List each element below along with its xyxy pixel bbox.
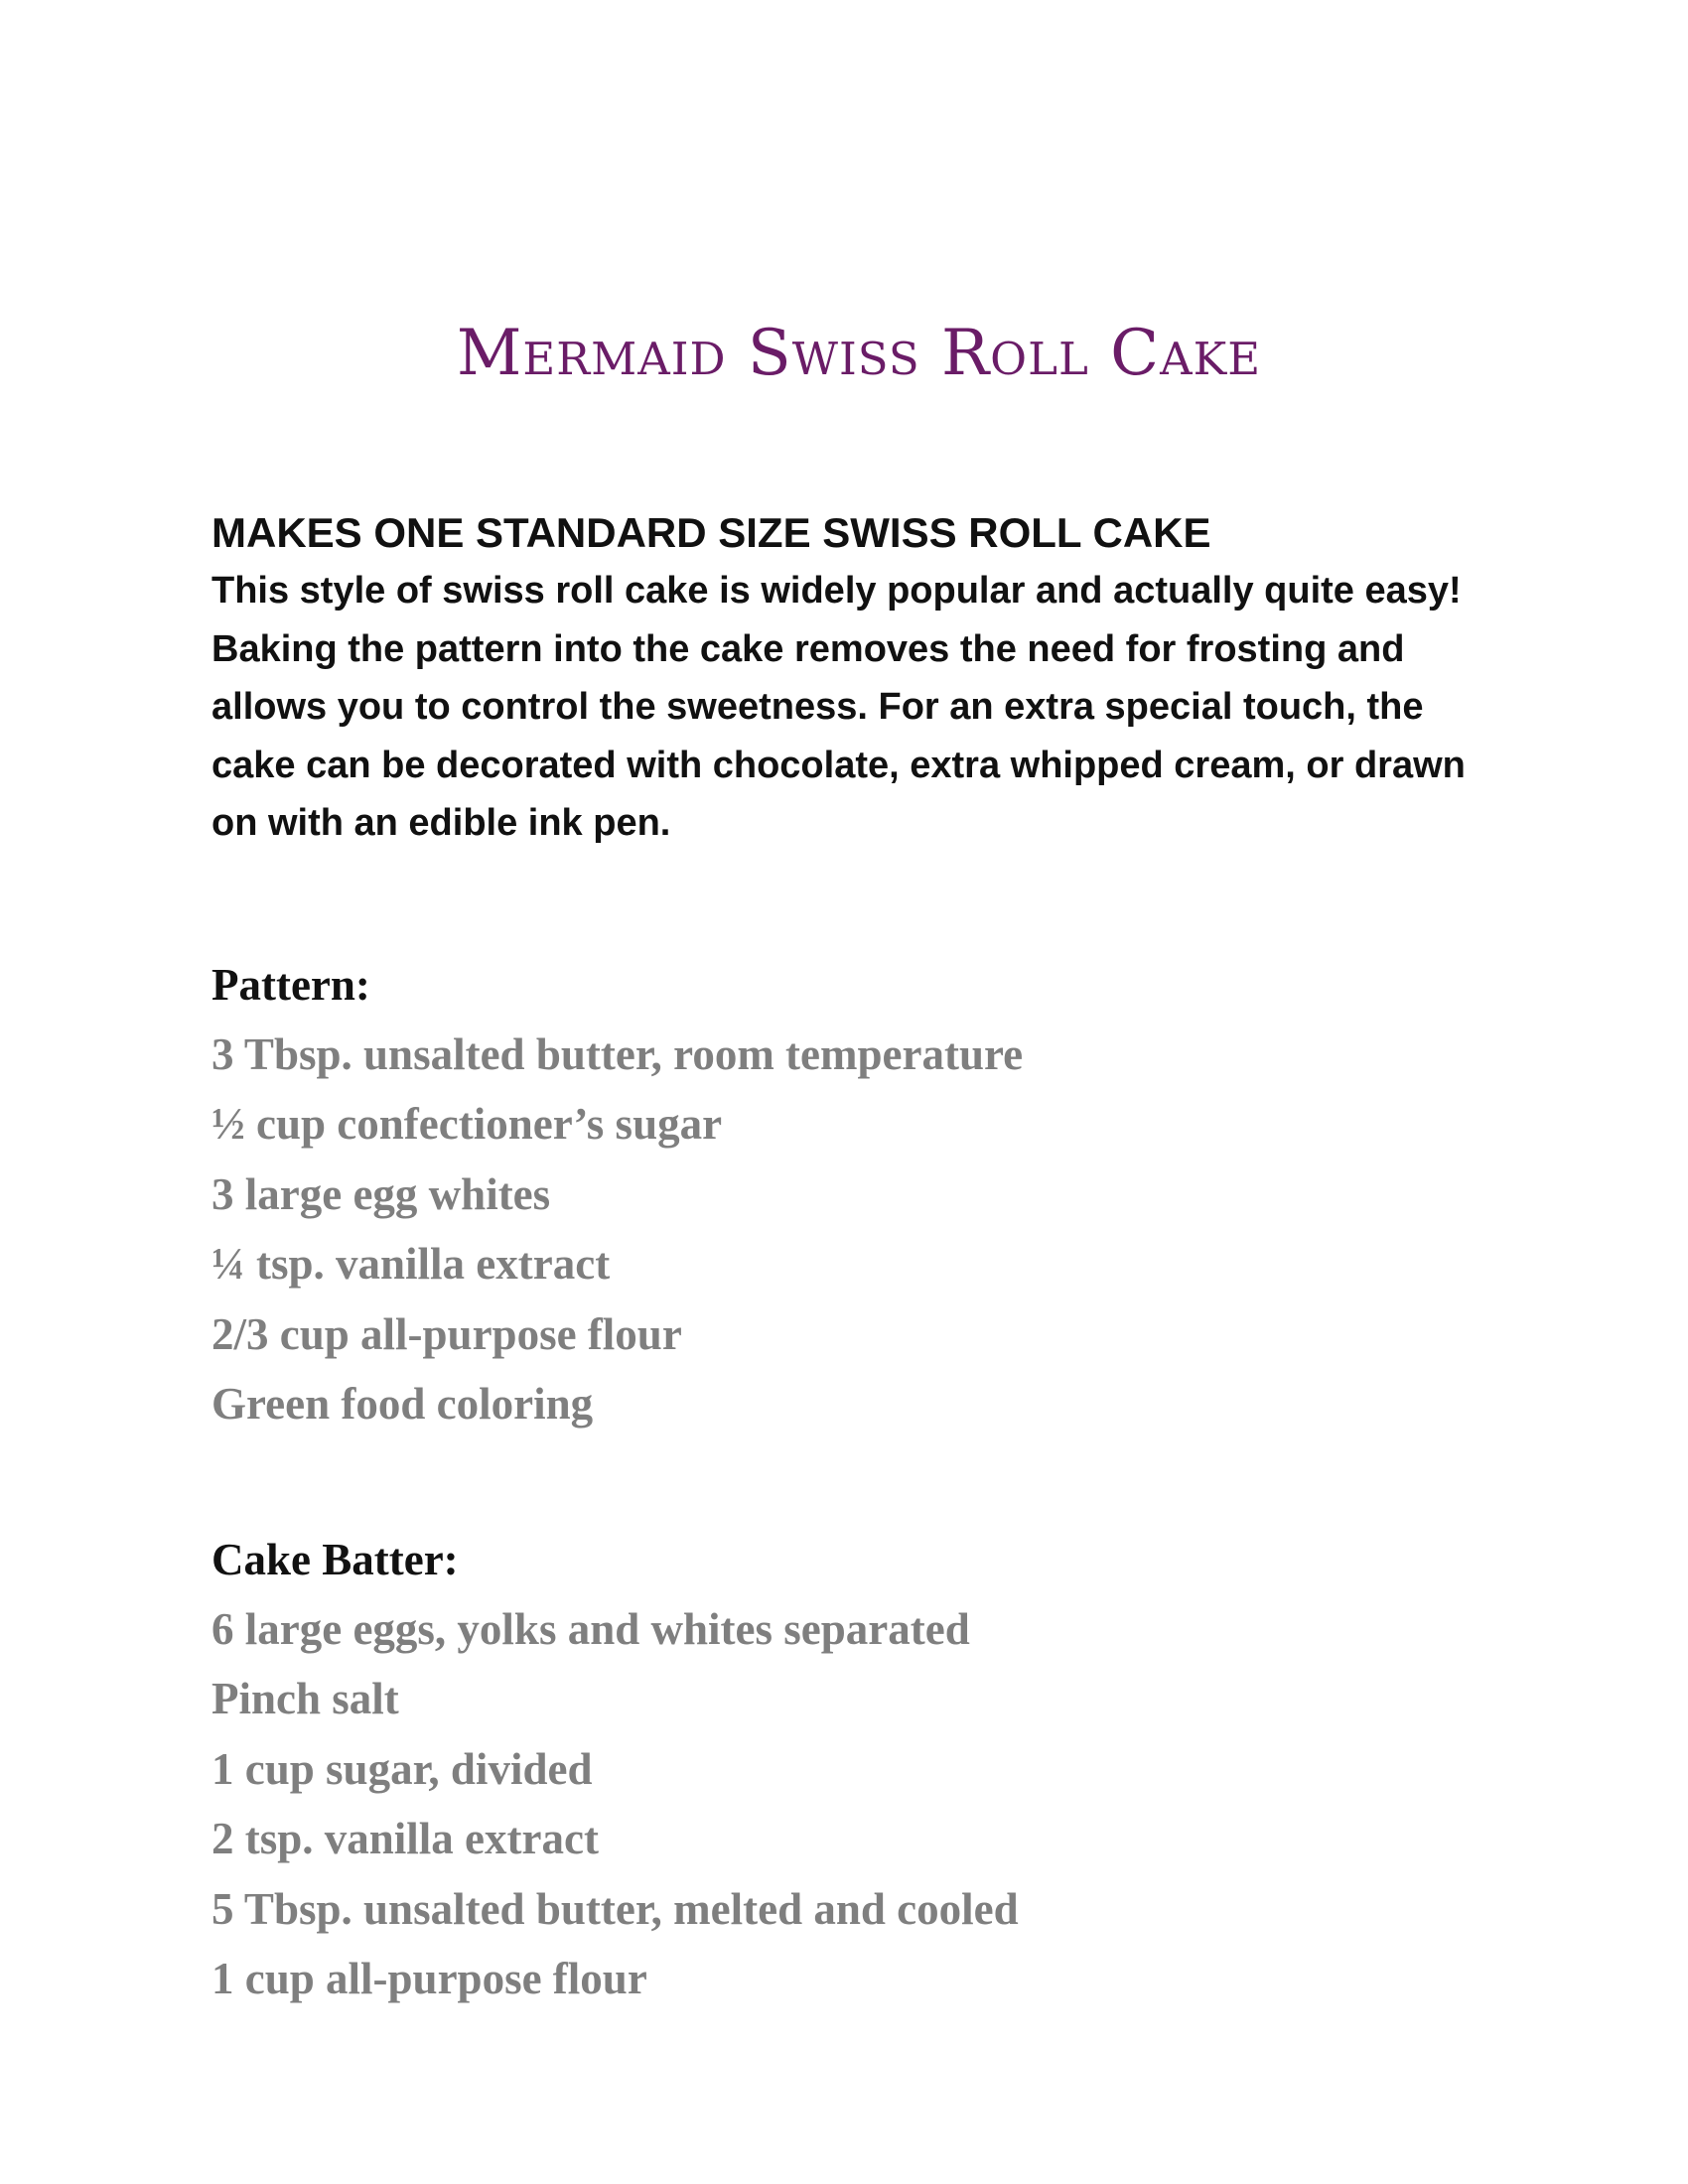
section-title: Pattern: (211, 959, 370, 1010)
title-container (0, 316, 1688, 392)
ingredient-item: Pinch salt (211, 1674, 399, 1723)
ingredient-item: 2 tsp. vanilla extract (211, 1814, 599, 1863)
ingredient-item: 1 cup sugar, divided (211, 1743, 593, 1794)
recipe-title: Mermaid Swiss Roll Cake (456, 317, 1262, 390)
ingredient-item: 2/3 cup all-purpose flour (211, 1308, 682, 1359)
recipe-content (211, 504, 1502, 2014)
ingredient-item: 3 large egg whites (211, 1168, 551, 1219)
section-title: Cake Batter: (211, 1534, 459, 1584)
ingredient-item: Green food coloring (211, 1379, 594, 1429)
ingredient-item: ½ cup confectioner’s sugar (211, 1099, 723, 1149)
ingredient-list (211, 1594, 1502, 2014)
ingredient-item: 5 Tbsp. unsalted butter, melted and cooled (211, 1883, 1019, 1934)
cake-batter-section (211, 1525, 1502, 2014)
pattern-section (211, 950, 1502, 1439)
ingredient-item: ¼ tsp. vanilla extract (211, 1239, 611, 1289)
ingredient-item: 6 large eggs, yolks and whites separated (211, 1603, 970, 1654)
ingredient-list (211, 1020, 1502, 1439)
intro-paragraph: This style of swiss roll cake is widely popular and actually quite easy! Baking the pattern into the cake removes the need for frosting and allows you to control the sweetness. For an extra special touch, the cake can be decorated with chocolate, extra whipped cream, or drawn on with an edible ink pen. (211, 570, 1466, 844)
ingredient-item: 1 cup all-purpose flour (211, 1954, 647, 2003)
ingredient-item: 3 Tbsp. unsalted butter, room temperature (211, 1028, 1024, 1079)
yield-heading: MAKES ONE STANDARD SIZE SWISS ROLL CAKE (211, 509, 1211, 556)
